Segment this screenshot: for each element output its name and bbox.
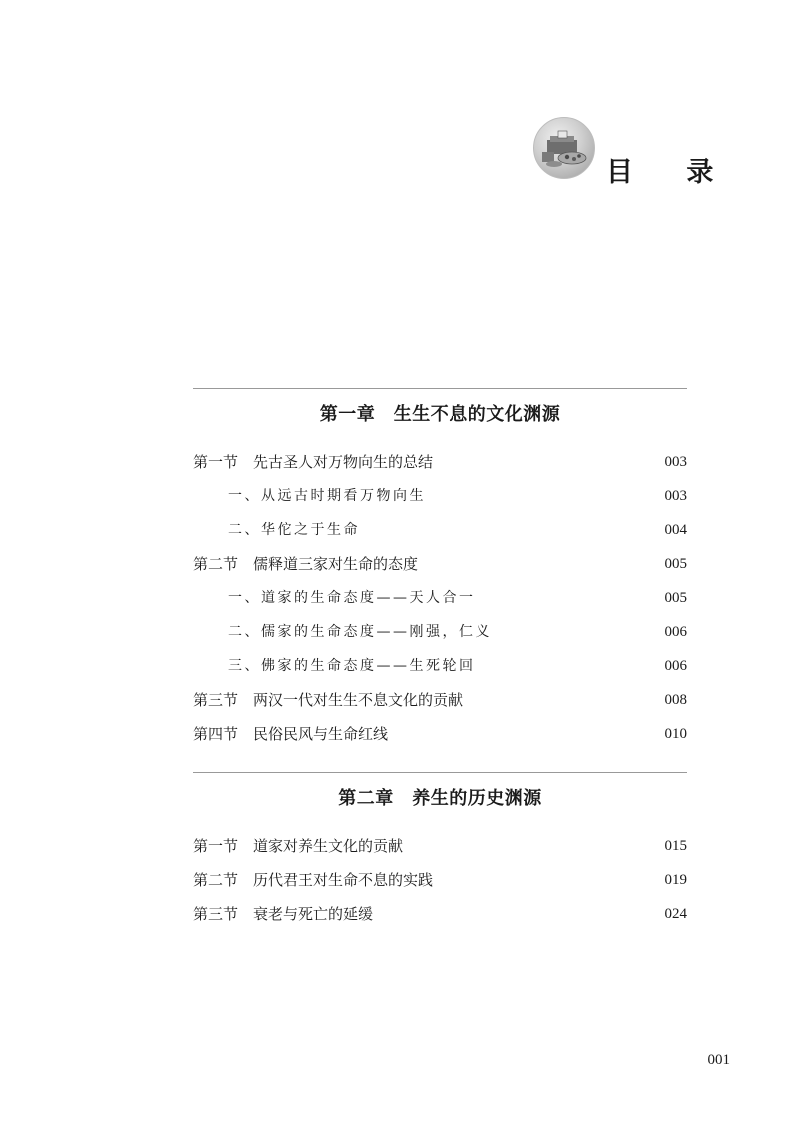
toc-entry-label: 二、华佗之于生命 — [228, 522, 360, 538]
toc-entry-label: 第二节 历代君王对生命不息的实践 — [193, 871, 434, 889]
chapter-title[interactable]: 第一章 生生不息的文化渊源 — [319, 404, 561, 425]
toc-entry[interactable] — [193, 863, 687, 897]
toc-entry-label: 二、儒家的生命态度——刚强，仁义 — [228, 624, 492, 640]
toc-entry[interactable] — [193, 897, 687, 931]
toc-entry-label: 第二节 儒释道三家对生命的态度 — [193, 555, 419, 573]
toc-entry-page: 004 — [664, 522, 687, 538]
toc-entry-page: 010 — [664, 726, 687, 742]
page-title: 目 录 — [606, 157, 736, 188]
toc-entry-label: 三、佛家的生命态度——生死轮回 — [228, 658, 476, 674]
toc-subentry[interactable] — [193, 513, 687, 547]
toc-entry-page: 008 — [664, 692, 687, 708]
toc-entry-label: 一、道家的生命态度——天人合一 — [228, 590, 476, 606]
toc-entry-label: 第三节 两汉一代对生生不息文化的贡献 — [193, 691, 464, 709]
toc-list — [193, 829, 687, 931]
toc-entry-label: 第一节 道家对养生文化的贡献 — [193, 837, 404, 855]
toc-entry[interactable] — [193, 683, 687, 717]
toc-entry-page: 006 — [664, 624, 687, 640]
page-number: 001 — [707, 1052, 730, 1068]
toc-subentry[interactable] — [193, 581, 687, 615]
chapter-divider — [193, 772, 687, 773]
toc-entry-page: 003 — [664, 488, 687, 504]
toc-entry-label: 一、从远古时期看万物向生 — [228, 488, 426, 504]
toc-subentry[interactable] — [193, 649, 687, 683]
chapter-divider — [193, 388, 687, 389]
toc-entry[interactable] — [193, 829, 687, 863]
chapter-section — [193, 772, 687, 931]
toc-entry-page: 015 — [664, 838, 687, 854]
toc-subentry[interactable] — [193, 615, 687, 649]
toc-entry-page: 006 — [664, 658, 687, 674]
toc-entry-page: 005 — [664, 556, 687, 572]
toc-entry[interactable] — [193, 717, 687, 751]
toc-entry-label: 第四节 民俗民风与生命红线 — [193, 725, 389, 743]
toc-entry-page: 003 — [664, 454, 687, 470]
toc-subentry[interactable] — [193, 479, 687, 513]
decorative-medallion-icon — [533, 117, 595, 179]
toc-entry-page: 005 — [664, 590, 687, 606]
toc-entry-page: 019 — [664, 872, 687, 888]
toc-entry-page: 024 — [664, 906, 687, 922]
toc-list — [193, 445, 687, 751]
toc-entry-label: 第三节 衰老与死亡的延缓 — [193, 905, 374, 923]
toc-entry[interactable] — [193, 445, 687, 479]
toc-entry[interactable] — [193, 547, 687, 581]
chapter-title[interactable]: 第二章 养生的历史渊源 — [338, 788, 542, 809]
toc-entry-label: 第一节 先古圣人对万物向生的总结 — [193, 453, 434, 471]
chapter-section — [193, 388, 687, 751]
